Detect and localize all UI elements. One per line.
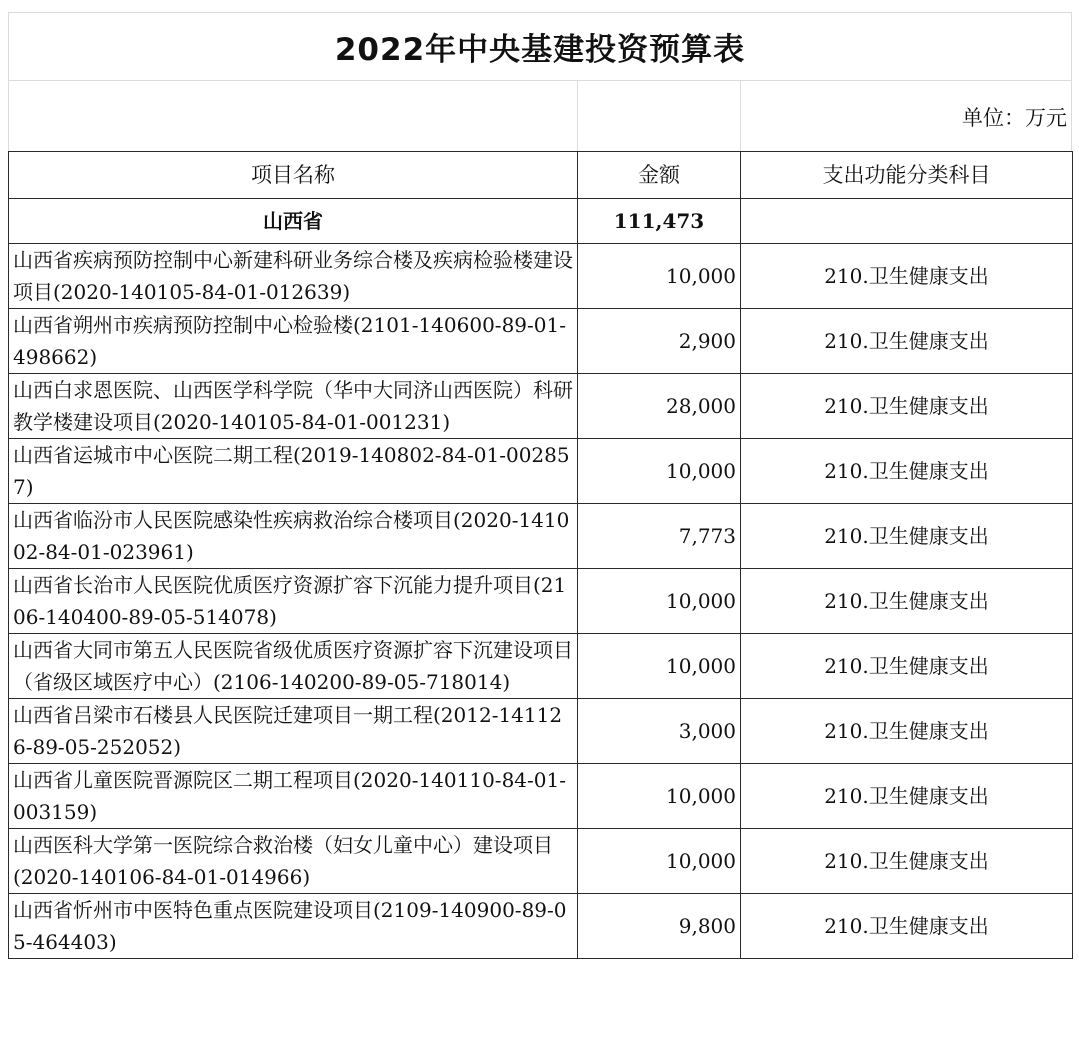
project-name: 山西省朔州市疾病预防控制中心检验楼(2101-140600-89-01-498662)	[9, 309, 578, 374]
project-name: 山西省长治市人民医院优质医疗资源扩容下沉能力提升项目(2106-140400-89-05-514078)	[9, 569, 578, 634]
table-row	[9, 309, 1073, 374]
project-function: 210.卫生健康支出	[741, 699, 1073, 764]
province-name: 山西省	[9, 199, 578, 244]
grid-line	[740, 80, 741, 151]
project-function: 210.卫生健康支出	[741, 764, 1073, 829]
project-name: 山西省吕梁市石楼县人民医院迁建项目一期工程(2012-141126-89-05-252052)	[9, 699, 578, 764]
project-function: 210.卫生健康支出	[741, 439, 1073, 504]
table-row	[9, 374, 1073, 439]
project-function: 210.卫生健康支出	[741, 634, 1073, 699]
table-row	[9, 439, 1073, 504]
project-name: 山西省运城市中心医院二期工程(2019-140802-84-01-002857)	[9, 439, 578, 504]
project-function: 210.卫生健康支出	[741, 374, 1073, 439]
table-row	[9, 764, 1073, 829]
project-amount: 2,900	[578, 309, 741, 374]
project-function: 210.卫生健康支出	[741, 894, 1073, 959]
page-title: 2022年中央基建投资预算表	[334, 31, 746, 68]
project-amount: 10,000	[578, 634, 741, 699]
table-row	[9, 699, 1073, 764]
header-function: 支出功能分类科目	[741, 152, 1073, 199]
province-function	[741, 199, 1073, 244]
table-row	[9, 829, 1073, 894]
unit-label: 单位：万元	[962, 106, 1067, 130]
grid-line	[577, 80, 578, 151]
header-amount: 金额	[578, 152, 741, 199]
project-amount: 10,000	[578, 569, 741, 634]
project-amount: 10,000	[578, 244, 741, 309]
project-amount: 10,000	[578, 439, 741, 504]
table-row	[9, 894, 1073, 959]
project-amount: 28,000	[578, 374, 741, 439]
table-row	[9, 634, 1073, 699]
grid-line	[8, 80, 1072, 81]
project-function: 210.卫生健康支出	[741, 244, 1073, 309]
budget-table	[8, 151, 1073, 959]
project-amount: 7,773	[578, 504, 741, 569]
project-name: 山西省临汾市人民医院感染性疾病救治综合楼项目(2020-141002-84-01-023961)	[9, 504, 578, 569]
header-name: 项目名称	[9, 152, 578, 199]
project-name: 山西白求恩医院、山西医学科学院（华中大同济山西医院）科研教学楼建设项目(2020-140105-84-01-001231)	[9, 374, 578, 439]
project-amount: 10,000	[578, 829, 741, 894]
table-row	[9, 569, 1073, 634]
project-name: 山西省儿童医院晋源院区二期工程项目(2020-140110-84-01-003159)	[9, 764, 578, 829]
province-row	[9, 199, 1073, 244]
project-function: 210.卫生健康支出	[741, 829, 1073, 894]
header-row	[9, 152, 1073, 199]
project-name: 山西省大同市第五人民医院省级优质医疗资源扩容下沉建设项目（省级区域医疗中心）(2106-140200-89-05-718014)	[9, 634, 578, 699]
project-amount: 9,800	[578, 894, 741, 959]
project-amount: 10,000	[578, 764, 741, 829]
project-function: 210.卫生健康支出	[741, 309, 1073, 374]
province-amount: 111,473	[578, 199, 741, 244]
project-function: 210.卫生健康支出	[741, 569, 1073, 634]
project-name: 山西省忻州市中医特色重点医院建设项目(2109-140900-89-05-464403)	[9, 894, 578, 959]
project-name: 山西省疾病预防控制中心新建科研业务综合楼及疾病检验楼建设项目(2020-140105-84-01-012639)	[9, 244, 578, 309]
table-row	[9, 244, 1073, 309]
project-function: 210.卫生健康支出	[741, 504, 1073, 569]
project-name: 山西医科大学第一医院综合救治楼（妇女儿童中心）建设项目(2020-140106-84-01-014966)	[9, 829, 578, 894]
project-amount: 3,000	[578, 699, 741, 764]
table-row	[9, 504, 1073, 569]
